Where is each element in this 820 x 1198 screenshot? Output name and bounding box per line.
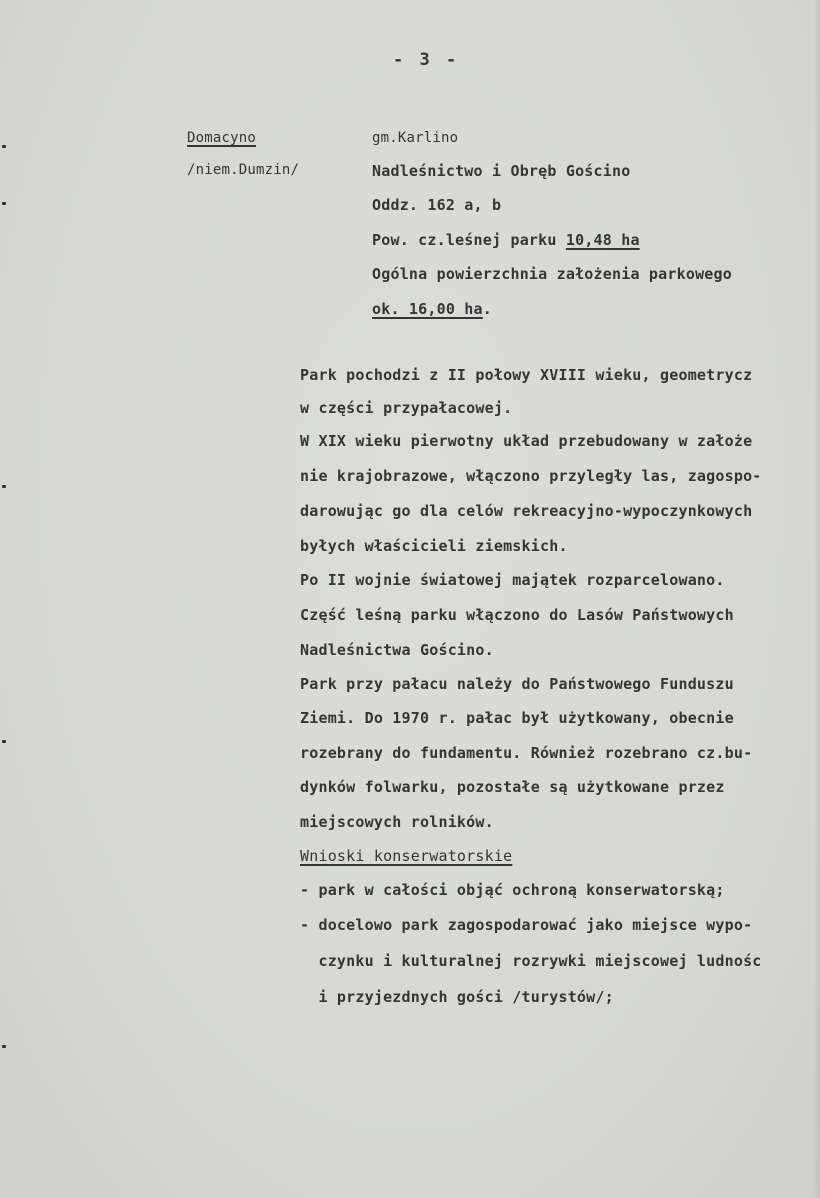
conclusion-item: i przyjezdnych gości /turystów/; [300,988,614,1006]
header-forestry: Nadleśnictwo i Obręb Gościno [372,162,631,180]
forest-area-value: 10,48 ha [565,231,640,249]
body-line: miejscowych rolników. [300,813,494,831]
body-line: Część leśną parku włączono do Lasów Państwowych [300,606,734,624]
header-commune: gm.Karlino [372,130,459,146]
body-line: W XIX wieku pierwotny układ przebudowany w założe [300,432,753,450]
total-area-period: . [482,300,493,318]
body-line: Ziemi. Do 1970 r. pałac był użytkowany, obecnie [300,709,734,727]
margin-mark [2,1045,6,1048]
page-edge-shadow [814,0,820,1198]
place-name: Domacyno [187,130,257,146]
place-german-name: /niem.Dumzin/ [187,162,300,178]
header-division: Oddz. 162 a, b [372,196,502,214]
header-total-area [372,300,492,318]
margin-mark [2,485,6,488]
margin-mark [2,202,6,205]
body-line: darowując go dla celów rekreacyjno-wypoczynkowych [300,502,753,520]
body-line: Po II wojnie światowej majątek rozparcelowano. [300,571,725,589]
body-line: dynków folwarku, pozostałe są użytkowane przez [300,778,725,796]
header-total-area-label: Ogólna powierzchnia założenia parkowego [372,265,732,283]
conclusion-item: - park w całości objąć ochroną konserwatorską; [300,881,725,899]
body-line: nie krajobrazowe, włączono przyległy las, zagospo- [300,467,762,485]
total-area-value: ok. 16,00 ha [372,300,483,318]
margin-mark [2,145,6,148]
body-line: byłych właścicieli ziemskich. [300,537,568,555]
header-forest-area-label [372,231,640,249]
page-number: - 3 - [393,50,460,70]
body-line: Park przy pałacu należy do Państwowego Funduszu [300,675,734,693]
forest-area-label: Pow. cz.leśnej parku [372,231,557,249]
conclusion-item: - docelowo park zagospodarować jako miejsce wypo- [300,916,753,934]
body-line: rozebrany do fundamentu. Również rozebrano cz.bu- [300,744,753,762]
body-line: w części przypałacowej. [300,399,513,417]
body-line: Park pochodzi z II połowy XVIII wieku, geometrycz [300,366,753,384]
margin-mark [2,740,6,743]
conclusions-heading: Wnioski konserwatorskie [300,847,513,865]
body-line: Nadleśnictwa Gościno. [300,641,494,659]
conclusion-item: czynku i kulturalnej rozrywki miejscowej ludnośc [300,952,762,970]
